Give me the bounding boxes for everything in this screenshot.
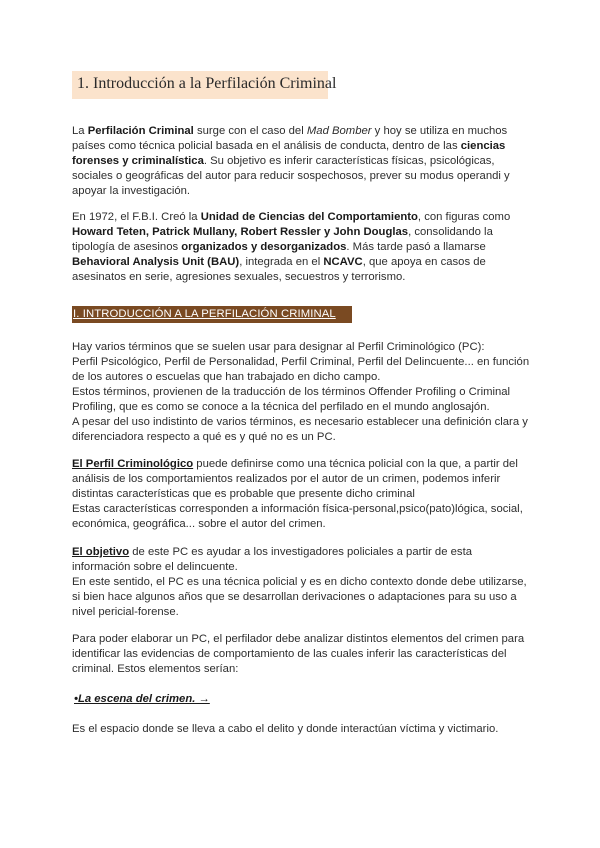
elements-paragraph: Para poder elaborar un PC, el perfilador debe analizar distintos elementos del crimen para identificar las evidencias de comportamiento de las cuales inferir las características del criminal. Estos elementos serían: [72,633,525,675]
bold-term: Howard Teten, Patrick Mullany, Robert Ressler y John Douglas [72,226,409,238]
bold-term: organizados y desorganizados [181,241,347,253]
intro-paragraph-1: La Perfilación Criminal surge con el caso del Mad Bomber y hoy se utiliza en muchos países como técnica policial basada en el análisis de conducta, dentro de las ciencias forenses y criminalística. Su objetivo es inferir características físicas, psicológicas, sociales o geográficas del autor para reducir sospechosos, prever su modus operandi y apoyar la investigación. [72,125,510,197]
subsection-heading: I. INTRODUCCIÓN A LA PERFILACIÓN CRIMINAL [73,308,336,320]
underlined-term: El objetivo [72,546,130,558]
bold-term: ciencias forenses y criminalística [72,140,506,167]
definition-paragraph: El Perfil Criminológico puede definirse como una técnica policial con la que, a partir del análisis de los comportamientos realizados por el autor de un crimen, podemos inferir distintas características que es probable que presente dicho criminal Estas características corresponden a información física-personal,psico(pato)lógica, social, económica, geográfica... sobre el autor del crimen. [72,458,523,530]
bold-term: Perfilación Criminal [87,125,194,137]
underlined-term: El Perfil Criminológico [72,458,194,470]
crime-scene-paragraph: Es el espacio donde se lleva a cabo el delito y donde interactúan víctima y victimario. [72,723,499,735]
bold-term: Unidad de Ciencias del Comportamiento [200,211,418,223]
objective-paragraph: El objetivo de este PC es ayudar a los investigadores policiales a partir de esta información sobre el delincuente. En este sentido, el PC es una técnica policial y es en dicho contexto donde debe utilizarse, si bien hace algunos años que se desarrollan derivaciones o adaptaciones para su uso a nivel pericial-forense. [72,546,527,618]
subsection-heading-box [72,306,352,323]
terms-paragraph: Hay varios términos que se suelen usar para designar al Perfil Criminológico (PC): Perfil Psicológico, Perfil de Personalidad, Perfil Criminal, Perfil del Delincuente... en función de los autores o escuelas que han trabajado en dicho campo. Estos términos, provienen de la traducción de los términos Offender Profiling o Criminal Profiling, que es como se conoce a la técnica del perfilado en el mundo anglosajón. A pesar del uso indistinto de varios términos, es necesario establecer una definición clara y diferenciadora respecto a qué es y qué no es un PC. [72,341,530,443]
italic-term: Mad Bomber [306,125,372,137]
bold-term: Behavioral Analysis Unit (BAU) [72,256,240,268]
section-heading: 1. Introducción a la Perfilación Criminal [77,75,337,92]
section-heading-box [72,71,337,99]
intro-paragraph-2: En 1972, el F.B.I. Creó la Unidad de Ciencias del Comportamiento, con figuras como Howard Teten, Patrick Mullany, Robert Ressler y John Douglas, consolidando la tipología de asesinos organizados y desorganizados. Más tarde pasó a llamarse Behavioral Analysis Unit (BAU), integrada en el NCAVC, que apoya en casos de asesinatos en serie, agresiones sexuales, secuestros y terrorismo. [72,211,511,283]
bold-term: NCAVC [323,256,363,268]
bullet-crime-scene: •La escena del crimen. → [74,693,210,705]
